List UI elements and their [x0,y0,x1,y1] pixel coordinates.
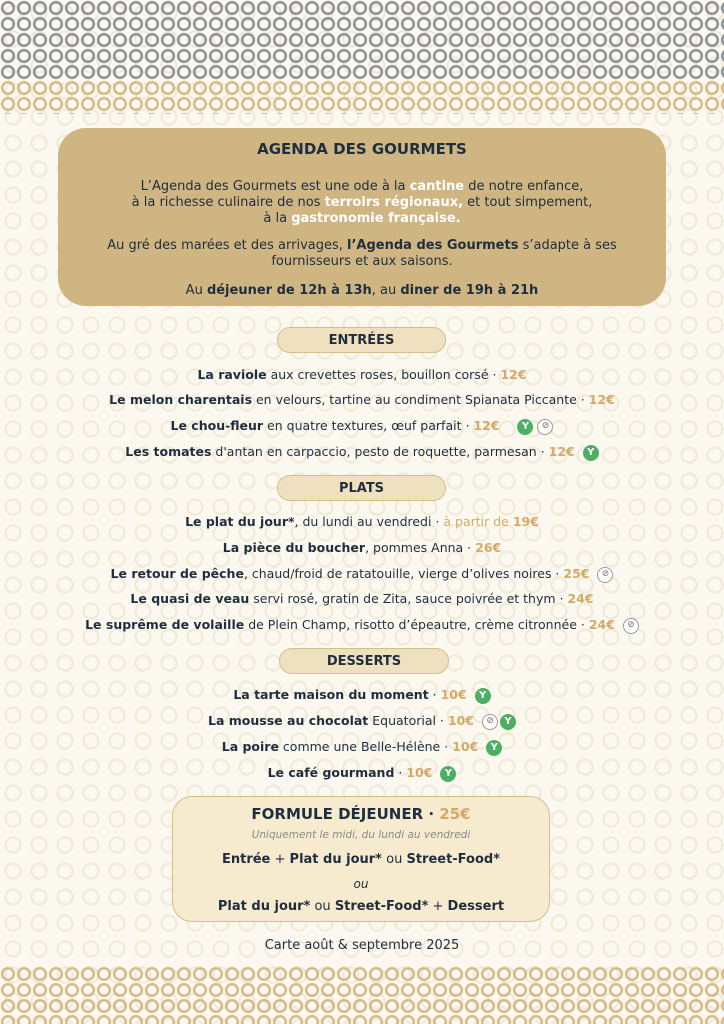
formula-or-separator: ou [353,877,369,891]
lunch-hours: déjeuner de 12h à 13h [206,283,372,298]
dish-name: Le chou-fleur [170,418,264,433]
dinner-hours: diner de 19h à 21h [400,283,539,298]
dish-price: 10€ [440,687,467,702]
formula-price: 25€ [439,805,471,823]
section-plats-title: PLATS [277,475,446,501]
intro-title: AGENDA DES GOURMETS [257,140,467,158]
intro-highlight-terroirs: terroirs régionaux, [324,195,464,210]
intro-hours [58,283,666,299]
section-entrees-title: ENTRÉES [277,327,446,353]
formula-plat: Plat du jour* [289,852,382,867]
dish-name: Le suprême de volaille [85,617,245,632]
vegetarian-icon: Y [440,766,456,782]
menu-item [0,711,724,731]
dish-price: 10€ [452,739,479,754]
dish-name: La tarte maison du moment [233,687,429,702]
menu-item [0,564,724,584]
dish-description: , pommes Anna · [365,540,476,555]
gluten-free-icon: ⊘ [597,567,613,583]
gluten-free-icon: ⊘ [482,714,498,730]
dish-name: Le plat du jour* [185,514,295,529]
dish-description: · [428,687,441,702]
vegetarian-icon: Y [475,688,491,704]
dish-price: 10€ [406,765,433,780]
intro-highlight-cantine: cantine [409,179,465,194]
menu-item [0,442,724,462]
dish-price: 12€ [588,392,615,407]
formula-plus: + [270,852,290,867]
dish-price: 12€ [473,418,500,433]
formula-plat: Plat du jour* [217,899,311,914]
dish-name: Le melon charentais [109,392,253,407]
dish-description: aux crevettes roses, bouillon corsé · [266,367,501,382]
dish-description: comme une Belle-Hélène · [278,739,453,754]
dish-price: 12€ [500,367,527,382]
menu-date-footer: Carte août & septembre 2025 [264,938,460,953]
formula-title [173,805,549,823]
top-pattern-gold [0,80,724,114]
formula-title-text: FORMULE DÉJEUNER [251,805,424,823]
formula-separator: · [423,805,440,823]
intro-text: et tout simpement, [463,195,593,210]
dish-description: en velours, tartine au condiment Spianata Piccante · [252,392,589,407]
dish-description: Equatorial · [368,713,448,728]
formula-plus: + [428,899,448,914]
dish-description: · [394,765,407,780]
dish-description: d'antan en carpaccio, pesto de roquette, parmesan · [211,444,549,459]
menu-item [0,763,724,783]
gluten-free-icon: ⊘ [623,618,639,634]
menu-item [0,365,724,385]
vegetarian-icon: Y [517,419,533,435]
intro-text: Au gré des marées et des arrivages, [107,238,348,253]
dish-price: 24€ [588,617,615,632]
formula-dessert: Dessert [447,899,505,914]
intro-text: L’Agenda des Gourmets est une ode à la [140,179,410,194]
intro-highlight-gastronomie: gastronomie française. [291,211,461,226]
dish-name: Le quasi de veau [130,591,250,606]
intro-text: de notre enfance, [464,179,584,194]
dish-price: 12€ [548,444,575,459]
intro-text: à la [263,211,292,226]
menu-item [0,589,724,609]
dish-name: Le retour de pêche [110,566,244,581]
dish-name: La mousse au chocolat [208,713,369,728]
menu-item [0,416,724,436]
menu-item [0,737,724,757]
intro-card [58,128,666,306]
formula-or: ou [310,899,335,914]
formula-option-2 [173,899,549,914]
dish-description: , du lundi au vendredi · [294,514,444,529]
menu-item [0,512,724,532]
vegetarian-icon: Y [583,445,599,461]
dish-description: de Plein Champ, risotto d’épeautre, crème citronnée · [244,617,589,632]
intro-paragraph-1 [58,179,666,227]
dish-price: 19€ [512,514,539,529]
top-pattern-gray [0,0,724,80]
lunch-formula-card [172,796,550,922]
menu-item [0,538,724,558]
section-desserts-title: DESSERTS [279,648,449,674]
vegetarian-icon: Y [486,740,502,756]
dish-price: 25€ [563,566,590,581]
formula-option-1 [173,852,549,867]
intro-text: à la richesse culinaire de nos [131,195,325,210]
price-prefix: à partir de [443,514,513,529]
intro-text: s’adapte à ses [518,238,617,253]
intro-text: , au [371,283,401,298]
formula-or: ou [381,852,407,867]
formula-subtitle: Uniquement le midi, du lundi au vendredi [251,829,471,841]
formula-street-food: Street-Food* [406,852,501,867]
vegetarian-icon: Y [500,714,516,730]
intro-paragraph-2 [58,238,666,270]
dish-name: Le café gourmand [267,765,395,780]
menu-item [0,390,724,410]
dish-description: , chaud/froid de ratatouille, vierge d’olives noires · [243,566,564,581]
dish-price: 24€ [567,591,594,606]
dish-description: servi rosé, gratin de Zita, sauce poivrée et thym · [249,591,568,606]
formula-entree: Entrée [221,852,271,867]
dish-name: La pièce du boucher [222,540,366,555]
dish-name: La raviole [197,367,267,382]
menu-item [0,615,724,635]
intro-brand: l’Agenda des Gourmets [347,238,519,253]
formula-street-food: Street-Food* [334,899,429,914]
menu-item [0,685,724,705]
gluten-free-icon: ⊘ [537,419,553,435]
dish-name: Les tomates [125,444,212,459]
intro-text: fournisseurs et aux saisons. [271,254,453,269]
dish-name: La poire [221,739,279,754]
dish-price: 26€ [475,540,502,555]
intro-text: Au [185,283,207,298]
dish-description: en quatre textures, œuf parfait · [263,418,474,433]
dish-price: 10€ [447,713,474,728]
bottom-pattern-gold [0,966,724,1024]
